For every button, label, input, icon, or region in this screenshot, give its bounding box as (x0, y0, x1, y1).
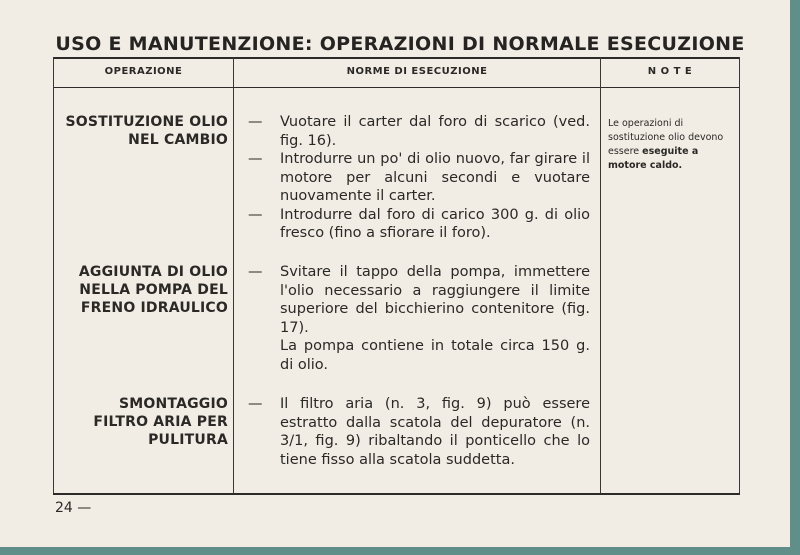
norm-step-text: La pompa contiene in totale circa 150 g. di olio. (280, 338, 590, 373)
note-body: Le operazioni di sostituzione olio devono essere (608, 118, 724, 157)
operation-line: PULITURA (148, 432, 228, 448)
header-operazione: OPERAZIONE (104, 66, 183, 77)
operation-line: SOSTITUZIONE OLIO (65, 114, 228, 130)
dash-mark: — (248, 114, 263, 130)
norms-brake-oil (248, 263, 590, 374)
table-left-border (53, 57, 54, 494)
norms-air-filter (248, 395, 590, 469)
norm-step (248, 113, 590, 150)
dash-mark: — (248, 264, 263, 280)
operation-oil-change (58, 113, 228, 149)
operation-air-filter (58, 395, 228, 449)
header-note: N O T E (647, 66, 693, 77)
norm-step (248, 337, 590, 374)
operation-line: FILTRO ARIA PER (93, 414, 228, 430)
operation-line: SMONTAGGIO (118, 396, 228, 412)
norms-oil-change (248, 113, 590, 243)
note-emphasis: eseguite a motore caldo. (608, 146, 699, 171)
operation-line: NELLA POMPA DEL (79, 282, 228, 298)
norm-step (248, 395, 590, 469)
note-text (608, 117, 733, 173)
dash-mark: — (248, 151, 263, 167)
operation-line: FRENO IDRAULICO (80, 300, 228, 316)
norm-step-text: Introdurre dal foro di carico 300 g. di olio fresco (fino a sfiorare il foro). (280, 206, 590, 241)
norm-step-text: Svitare il tappo della pompa, immettere l'olio necessario a raggiungere il limite superiore del bicchierino contenitore (fig. 17). (280, 264, 590, 336)
norm-step-text: Il filtro aria (n. 3, fig. 9) può essere estratto dalla scatola del depuratore (n. 3/1, fig. 9) ribaltando il ponticello che lo tiene fisso alla scatola suddetta. (280, 396, 590, 468)
table-top-rule (53, 57, 740, 59)
norm-step (248, 206, 590, 243)
header-norme: NORME DI ESECUZIONE (346, 66, 488, 77)
page-title: USO E MANUTENZIONE: OPERAZIONI DI NORMALE ESECUZIONE (55, 33, 745, 55)
dash-mark: — (248, 206, 263, 223)
norm-step (248, 150, 590, 206)
table-right-border (739, 57, 740, 494)
column-divider-2 (600, 57, 601, 494)
table-bottom-rule (53, 493, 740, 495)
header-bottom-rule (53, 87, 740, 88)
page-number: 24 — (55, 500, 92, 516)
norm-step (248, 263, 590, 337)
norm-step-text: Introdurre un po' di olio nuovo, far girare il motore per alcuni secondi e vuotare nuovamente il carter. (280, 151, 590, 204)
operation-line: AGGIUNTA DI OLIO (78, 264, 228, 280)
operation-line: NEL CAMBIO (128, 132, 228, 148)
norm-step-text: Vuotare il carter dal foro di scarico (ved. fig. 16). (280, 114, 590, 149)
dash-mark: — (248, 396, 263, 412)
column-divider-1 (233, 57, 234, 494)
operation-brake-oil (58, 263, 228, 317)
